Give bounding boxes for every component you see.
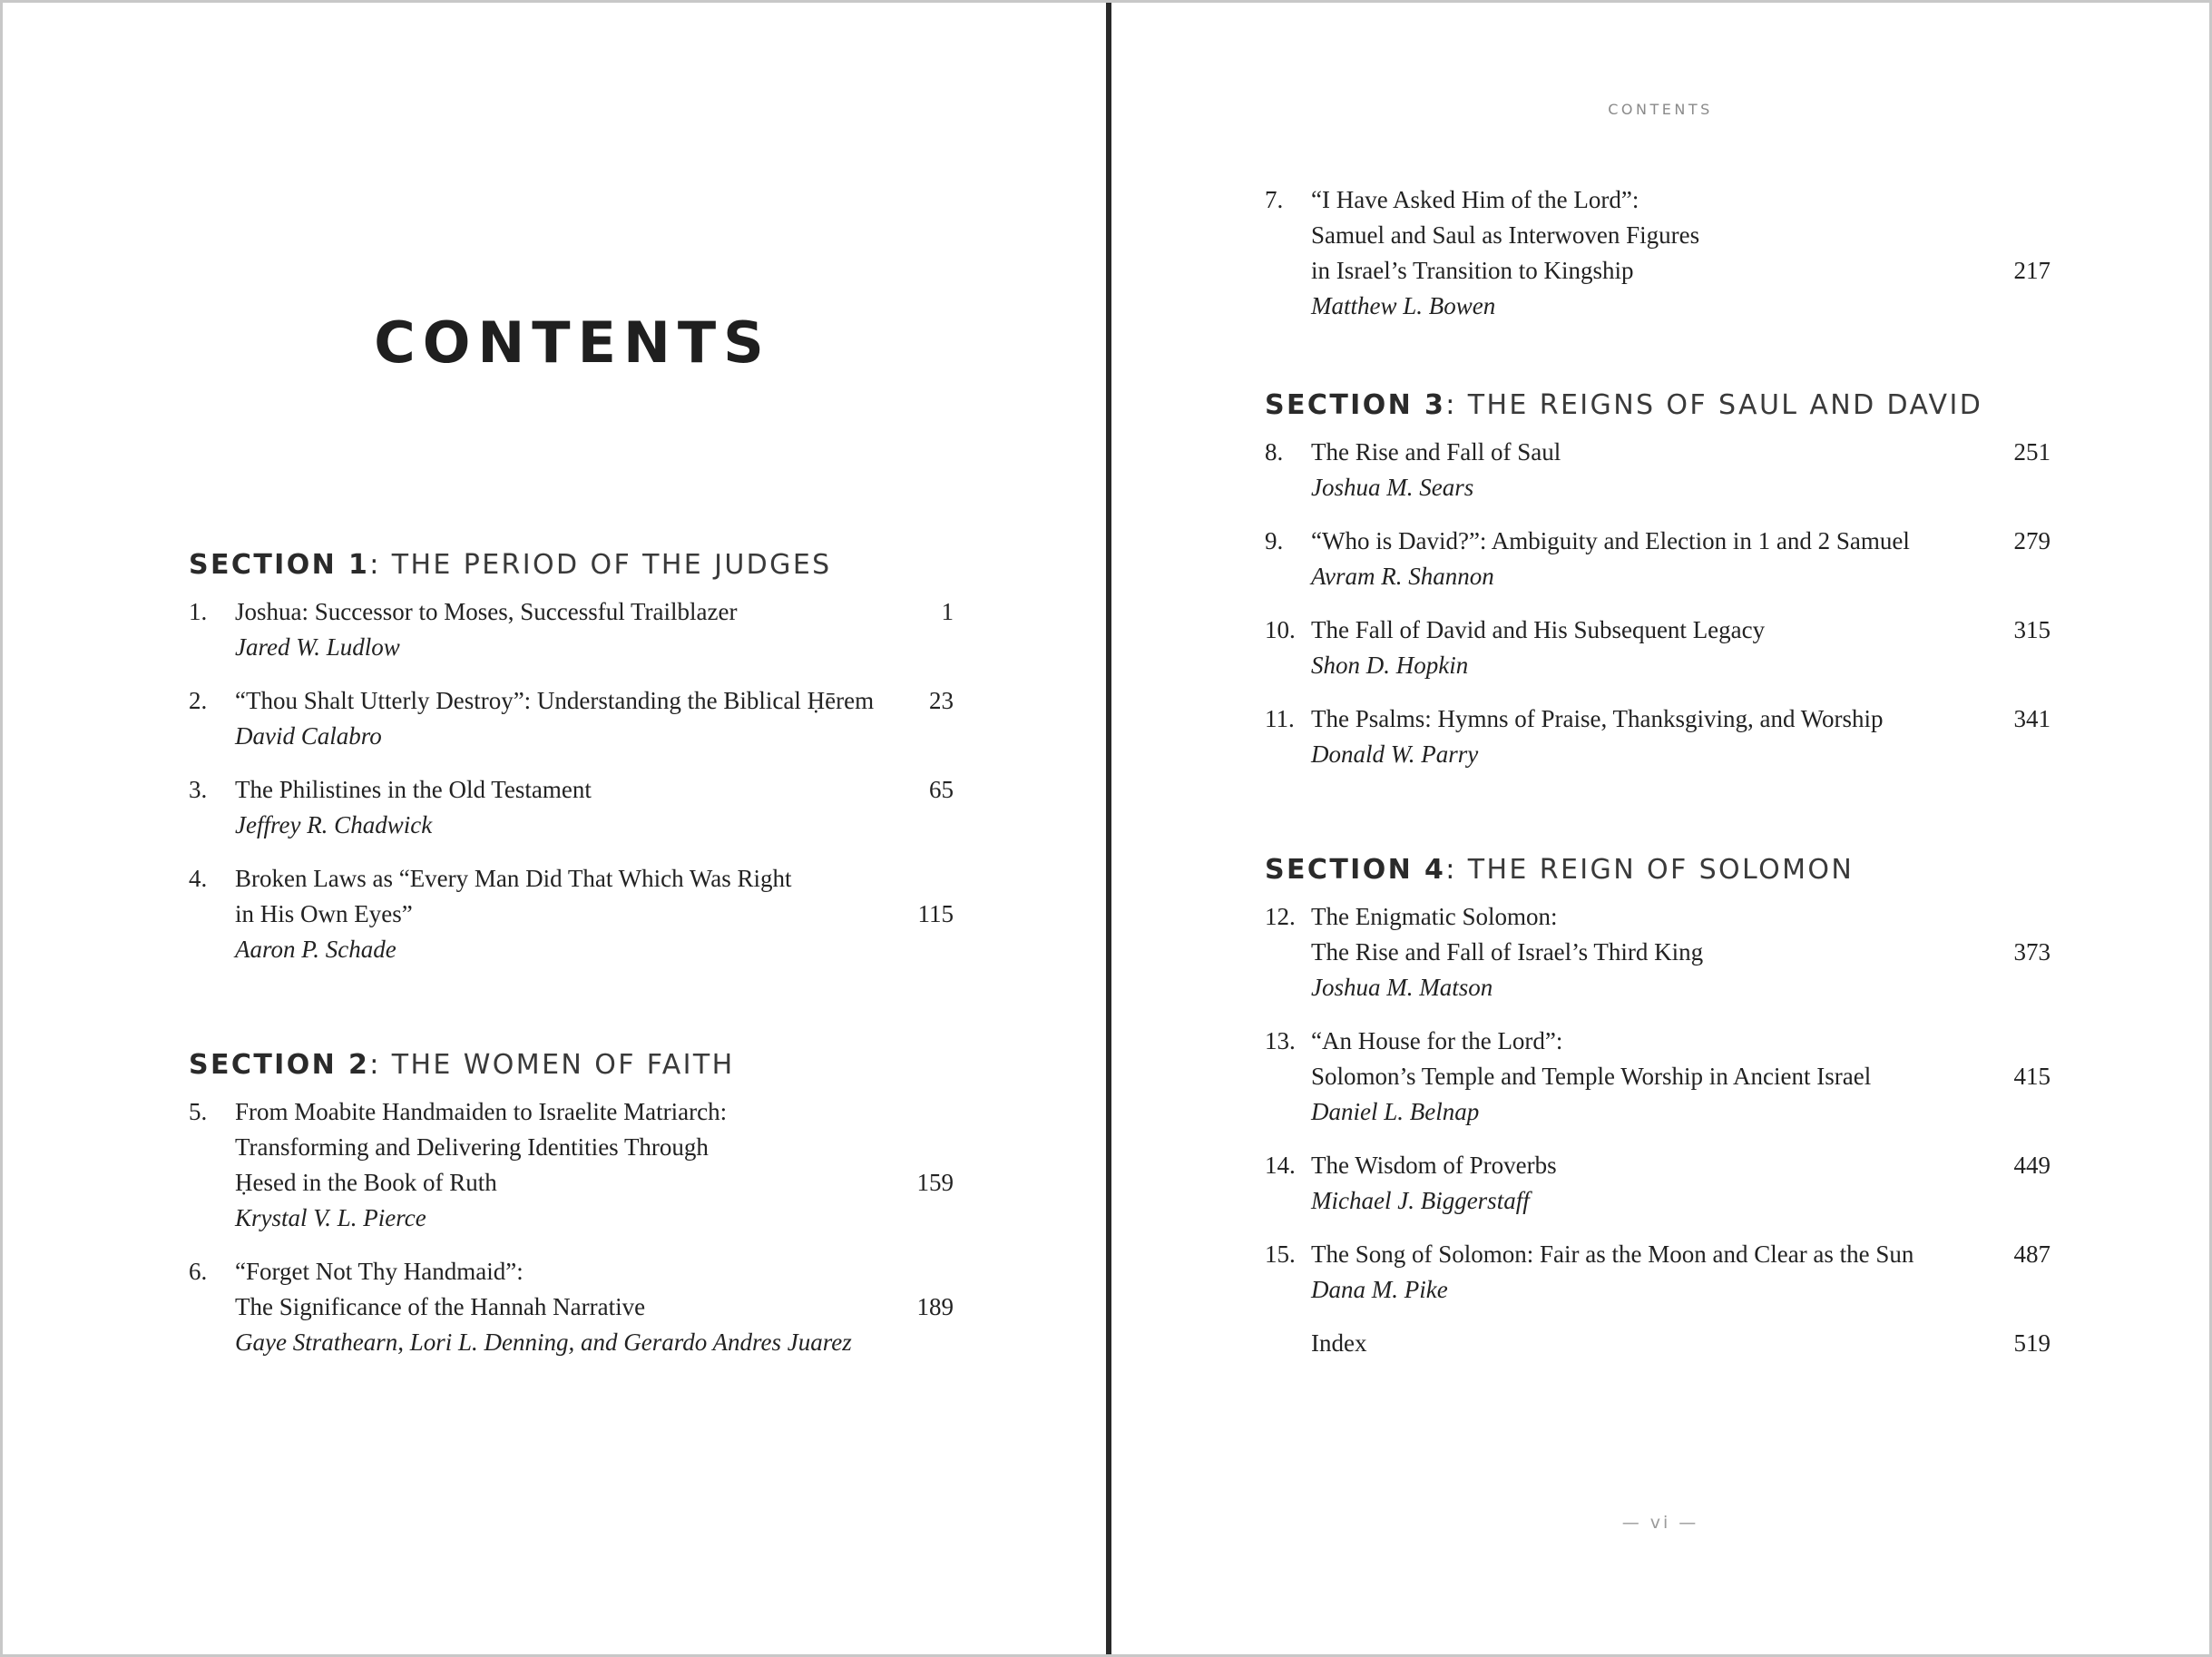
entry-list: [1265, 435, 2051, 772]
entry-title-line: “Forget Not Thy Handmaid”:: [235, 1258, 524, 1285]
entry-title-line: The Rise and Fall of Israel’s Third King: [1311, 938, 1704, 966]
toc-entry[interactable]: [189, 861, 954, 967]
entry-body: [1311, 613, 2051, 683]
entry-author: Jared W. Ludlow: [235, 633, 400, 661]
entry-title-line: Joshua: Successor to Moses, Successful Trailblazer: [235, 598, 738, 625]
entry-author: Gaye Strathearn, Lori L. Denning, and Gerardo Andres Juarez: [235, 1329, 852, 1356]
entry-author: Shon D. Hopkin: [1311, 652, 1469, 679]
entry-page-number: 115: [917, 900, 954, 927]
toc-entry[interactable]: [1265, 1326, 2051, 1361]
entry-title-line: Broken Laws as “Every Man Did That Which Was Right: [235, 865, 792, 892]
entry-body: [1311, 1024, 2051, 1130]
section-1: [189, 547, 954, 967]
section-number: SECTION 3: [1265, 389, 1446, 421]
section-2: [189, 1047, 954, 1360]
entry-number: 1.: [189, 598, 208, 625]
entry-title-line: “I Have Asked Him of the Lord”:: [1311, 186, 1639, 213]
entry-body: [235, 1254, 954, 1360]
entry-title-line: “An House for the Lord”:: [1311, 1027, 1563, 1054]
entry-number: 10.: [1265, 616, 1296, 643]
section-number: SECTION 1: [189, 549, 370, 581]
toc-entry[interactable]: [1265, 613, 2051, 683]
toc-entry[interactable]: [189, 772, 954, 843]
entry-page-number: 279: [2013, 527, 2051, 554]
entry-title-line: “Thou Shalt Utterly Destroy”: Understanding the Biblical Ḥērem: [235, 687, 875, 714]
entry-list: [189, 1094, 954, 1360]
entry-author: Krystal V. L. Pierce: [235, 1204, 426, 1231]
toc-entry[interactable]: [1265, 435, 2051, 505]
entry-author: Joshua M. Sears: [1311, 474, 1474, 501]
toc-entry[interactable]: [189, 683, 954, 754]
toc-entry[interactable]: [189, 594, 954, 665]
entry-number: 14.: [1265, 1152, 1296, 1179]
entry-number: 12.: [1265, 903, 1296, 930]
section-number: SECTION 4: [1265, 854, 1446, 886]
entry-body: [1311, 524, 2051, 594]
entry-page-number: 251: [2013, 438, 2051, 466]
toc-entry[interactable]: [1265, 701, 2051, 772]
entry-title-line: The Wisdom of Proverbs: [1311, 1152, 1557, 1179]
entry-number: 2.: [189, 687, 208, 714]
section-2-continued: [1265, 182, 2051, 324]
toc-entry[interactable]: [189, 1254, 954, 1360]
entry-author: Jeffrey R. Chadwick: [235, 811, 433, 838]
entry-title-line: The Psalms: Hymns of Praise, Thanksgiving, and Worship: [1311, 705, 1884, 732]
right-page: [1111, 3, 2209, 1654]
entry-title-line: The Significance of the Hannah Narrative: [235, 1293, 646, 1320]
toc-entry[interactable]: [1265, 899, 2051, 1005]
entry-body: [235, 594, 954, 665]
section-name: THE REIGNS OF SAUL AND DAVID: [1456, 389, 1983, 421]
entry-author: Matthew L. Bowen: [1311, 292, 1496, 319]
entry-number: 11.: [1265, 705, 1295, 732]
entry-number: 7.: [1265, 186, 1284, 213]
section-heading: [1265, 852, 2051, 888]
entry-title-line: in Israel’s Transition to Kingship: [1311, 257, 1634, 284]
entry-author: Aaron P. Schade: [235, 936, 396, 963]
toc-entry[interactable]: [189, 1094, 954, 1236]
entry-title-line: Solomon’s Temple and Temple Worship in Ancient Israel: [1311, 1063, 1872, 1090]
toc-entry[interactable]: [1265, 182, 2051, 324]
entry-list: [1265, 182, 2051, 324]
section-heading: [1265, 387, 2051, 424]
entry-title-line: Index: [1311, 1329, 1367, 1357]
running-head: CONTENTS: [1608, 101, 1713, 118]
entry-number: 5.: [189, 1098, 208, 1125]
entry-number: 8.: [1265, 438, 1284, 466]
entry-body: [235, 683, 954, 754]
entry-page-number: 1: [941, 598, 954, 625]
section-name: THE REIGN OF SOLOMON: [1456, 854, 1855, 886]
entry-author: Dana M. Pike: [1311, 1276, 1448, 1303]
entry-body: [1311, 1237, 2051, 1308]
entry-body: [235, 772, 954, 843]
left-page: [3, 3, 1106, 1654]
section-number: SECTION 2: [189, 1049, 370, 1081]
entry-number: 4.: [189, 865, 208, 892]
entry-author: David Calabro: [235, 722, 382, 750]
section-separator: :: [369, 549, 381, 581]
entry-number: 13.: [1265, 1027, 1296, 1054]
entry-title-line: Ḥesed in the Book of Ruth: [235, 1169, 497, 1196]
entry-body: [1311, 1326, 2051, 1361]
entry-body: [1311, 435, 2051, 505]
entry-page-number: 373: [2013, 938, 2051, 966]
entry-title-line: The Song of Solomon: Fair as the Moon and Clear as the Sun: [1311, 1240, 1914, 1268]
entry-page-number: 217: [2013, 257, 2051, 284]
section-4: [1265, 852, 2051, 1361]
entry-body: [1311, 1148, 2051, 1219]
entry-author: Donald W. Parry: [1311, 740, 1479, 768]
toc-entry[interactable]: [1265, 1237, 2051, 1308]
entry-page-number: 23: [929, 687, 954, 714]
entry-page-number: 487: [2013, 1240, 2051, 1268]
entry-page-number: 159: [916, 1169, 954, 1196]
section-heading: [189, 547, 954, 583]
entry-title-line: The Enigmatic Solomon:: [1311, 903, 1558, 930]
entry-title-line: in His Own Eyes”: [235, 900, 413, 927]
entry-number: 3.: [189, 776, 208, 803]
entry-author: Daniel L. Belnap: [1311, 1098, 1480, 1125]
entry-title-line: The Rise and Fall of Saul: [1311, 438, 1561, 466]
entry-body: [1311, 899, 2051, 1005]
entry-number: 9.: [1265, 527, 1284, 554]
entry-body: [1311, 182, 2051, 324]
entry-body: [1311, 701, 2051, 772]
entry-title-line: The Fall of David and His Subsequent Legacy: [1311, 616, 1766, 643]
entry-title-line: “Who is David?”: Ambiguity and Election in 1 and 2 Samuel: [1311, 527, 1910, 554]
section-name: THE PERIOD OF THE JUDGES: [380, 549, 832, 581]
entry-author: Michael J. Biggerstaff: [1311, 1187, 1530, 1214]
entry-body: [235, 1094, 954, 1236]
toc-entry[interactable]: [1265, 1024, 2051, 1130]
section-separator: :: [1445, 854, 1457, 886]
entry-page-number: 341: [2013, 705, 2051, 732]
entry-page-number: 449: [2013, 1152, 2051, 1179]
entry-body: [235, 861, 954, 967]
entry-author: Joshua M. Matson: [1311, 974, 1493, 1001]
section-separator: :: [369, 1049, 381, 1081]
entry-title-line: The Philistines in the Old Testament: [235, 776, 592, 803]
entry-number: 15.: [1265, 1240, 1296, 1268]
page-title: CONTENTS: [374, 309, 771, 376]
entry-title-line: Samuel and Saul as Interwoven Figures: [1311, 221, 1700, 249]
entry-number: 6.: [189, 1258, 208, 1285]
entry-list: [189, 594, 954, 967]
section-heading: [189, 1047, 954, 1083]
section-separator: :: [1445, 389, 1457, 421]
entry-page-number: 519: [2013, 1329, 2051, 1357]
entry-page-number: 415: [2013, 1063, 2051, 1090]
entry-page-number: 315: [2013, 616, 2051, 643]
entry-page-number: 189: [916, 1293, 954, 1320]
entry-author: Avram R. Shannon: [1311, 563, 1494, 590]
section-3: [1265, 387, 2051, 772]
section-name: THE WOMEN OF FAITH: [380, 1049, 735, 1081]
entry-title-line: From Moabite Handmaiden to Israelite Matriarch:: [235, 1098, 728, 1125]
entry-title-line: Transforming and Delivering Identities Through: [235, 1133, 709, 1161]
toc-entry[interactable]: [1265, 524, 2051, 594]
toc-entry[interactable]: [1265, 1148, 2051, 1219]
entry-list: [1265, 899, 2051, 1361]
entry-page-number: 65: [929, 776, 954, 803]
book-spread: [3, 3, 2209, 1654]
page-number: — vi —: [1621, 1513, 1699, 1533]
